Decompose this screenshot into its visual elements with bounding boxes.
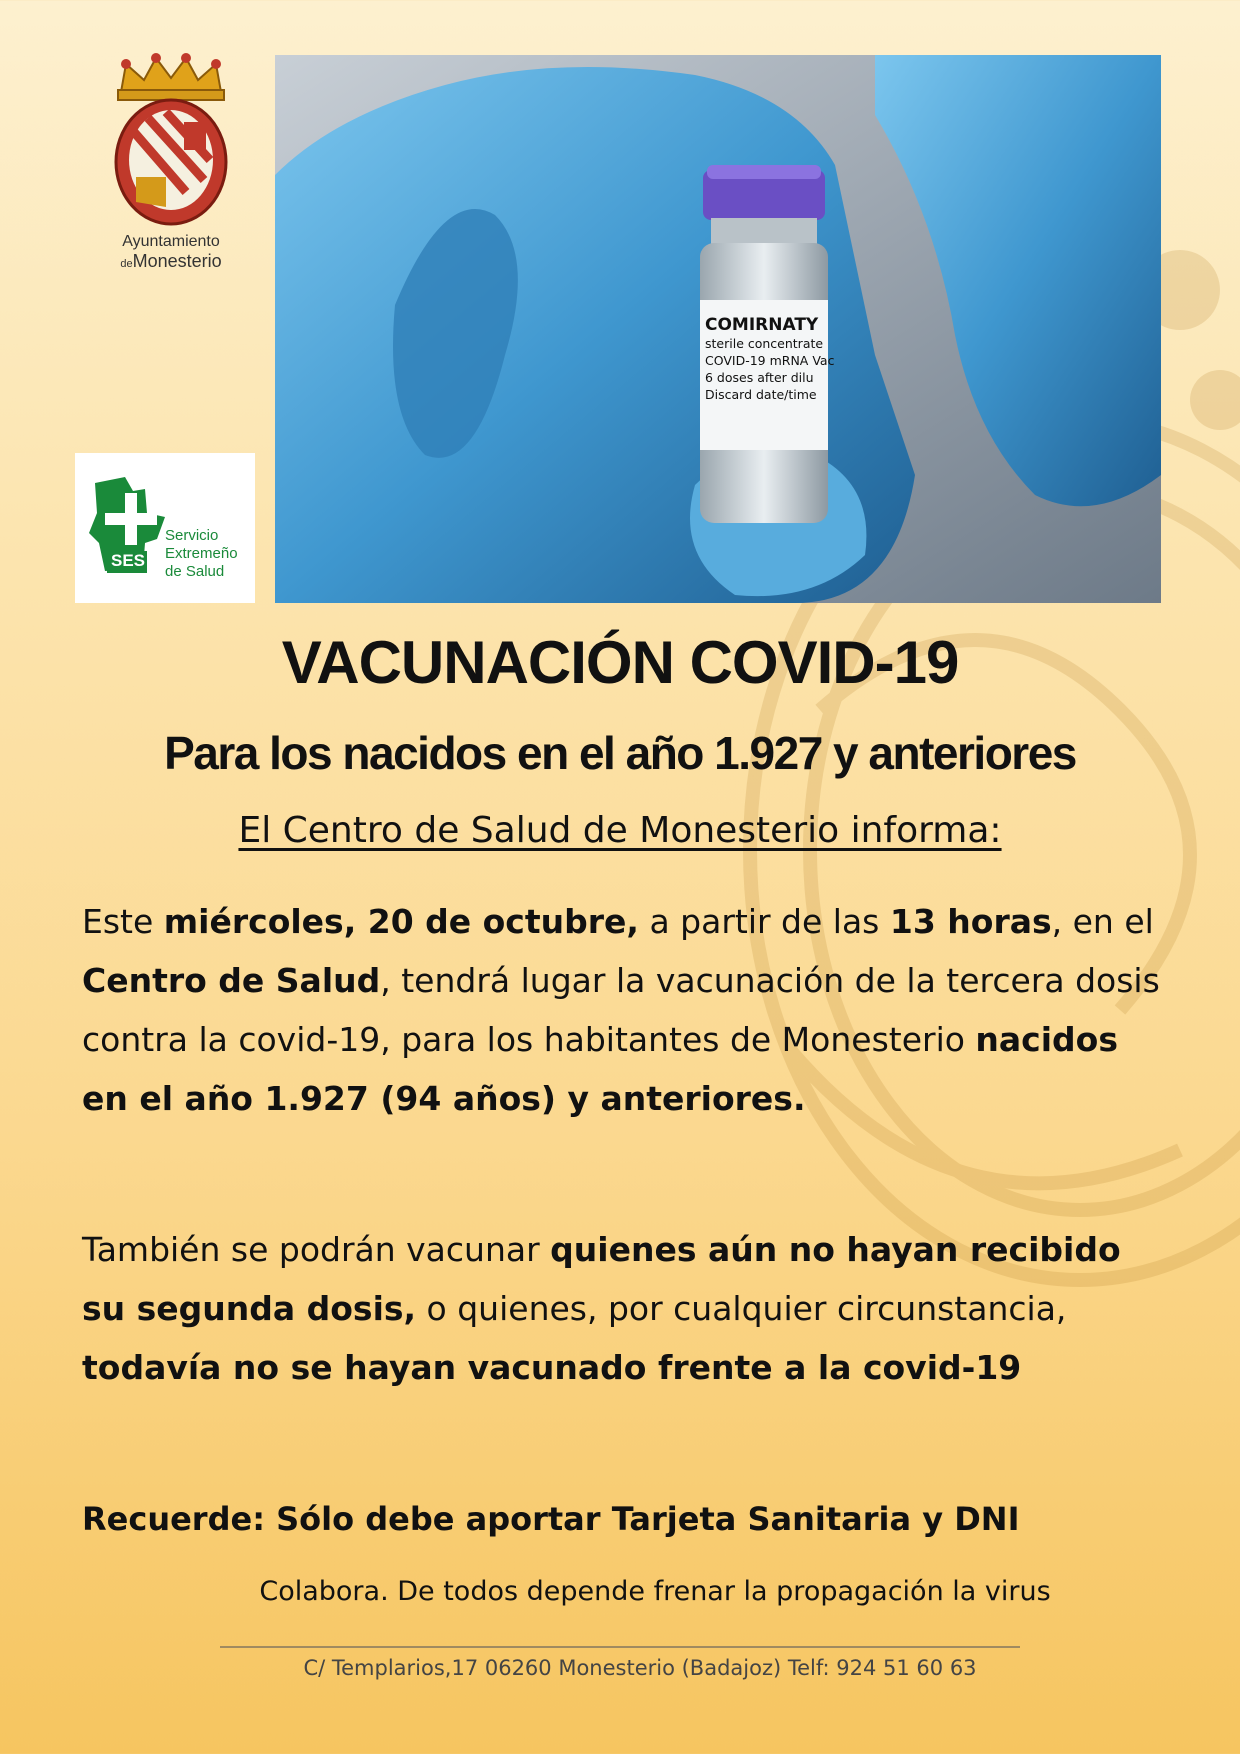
also-vaccinate-paragraph: También se podrán vacunar quienes aún no hayan recibido su segunda dosis, o quienes, por cualquier circunstancia, todavía no se hayan vacunado frente a la covid-19 <box>82 1230 1121 1387</box>
announcement-paragraph: Este miércoles, 20 de octubre, a partir de las 13 horas, en el Centro de Salud, tendrá lugar la vacunación de la tercera dosis contra la covid-19, para los habitantes de Monesterio nacidos en el año 1.927 (94 años) y anteriores. <box>82 902 1160 1118</box>
ayuntamiento-logo <box>96 52 246 292</box>
reminder-text: Recuerde: Sólo debe aportar Tarjeta Sanitaria y DNI <box>82 1500 1020 1538</box>
subtitle: Para los nacidos en el año 1.927 y anteriores <box>164 727 1076 779</box>
monesterio-label: deMonesterio <box>120 251 222 271</box>
footer-address: C/ Templarios,17 06260 Monesterio (Badajoz) Telf: 924 51 60 63 <box>303 1656 977 1680</box>
coat-of-arms-icon <box>106 52 236 227</box>
ses-logo <box>75 453 255 603</box>
page-title: VACUNACIÓN COVID-19 <box>281 629 959 696</box>
ses-abbr: SES <box>111 551 146 570</box>
ayuntamiento-label: Ayuntamiento <box>122 233 220 250</box>
informa-heading: El Centro de Salud de Monesterio informa: <box>238 810 1002 851</box>
footer-divider <box>220 1646 1020 1648</box>
ses-name: Servicio Extremeño de Salud <box>165 527 238 580</box>
vial-label: COMIRNATY sterile concentrate COVID-19 mRNA Vac 6 doses after dilu Discard date/time <box>705 315 835 402</box>
vaccine-photo <box>275 55 1161 603</box>
collaborate-text: Colabora. De todos depende frenar la propagación la virus <box>259 1576 1051 1607</box>
